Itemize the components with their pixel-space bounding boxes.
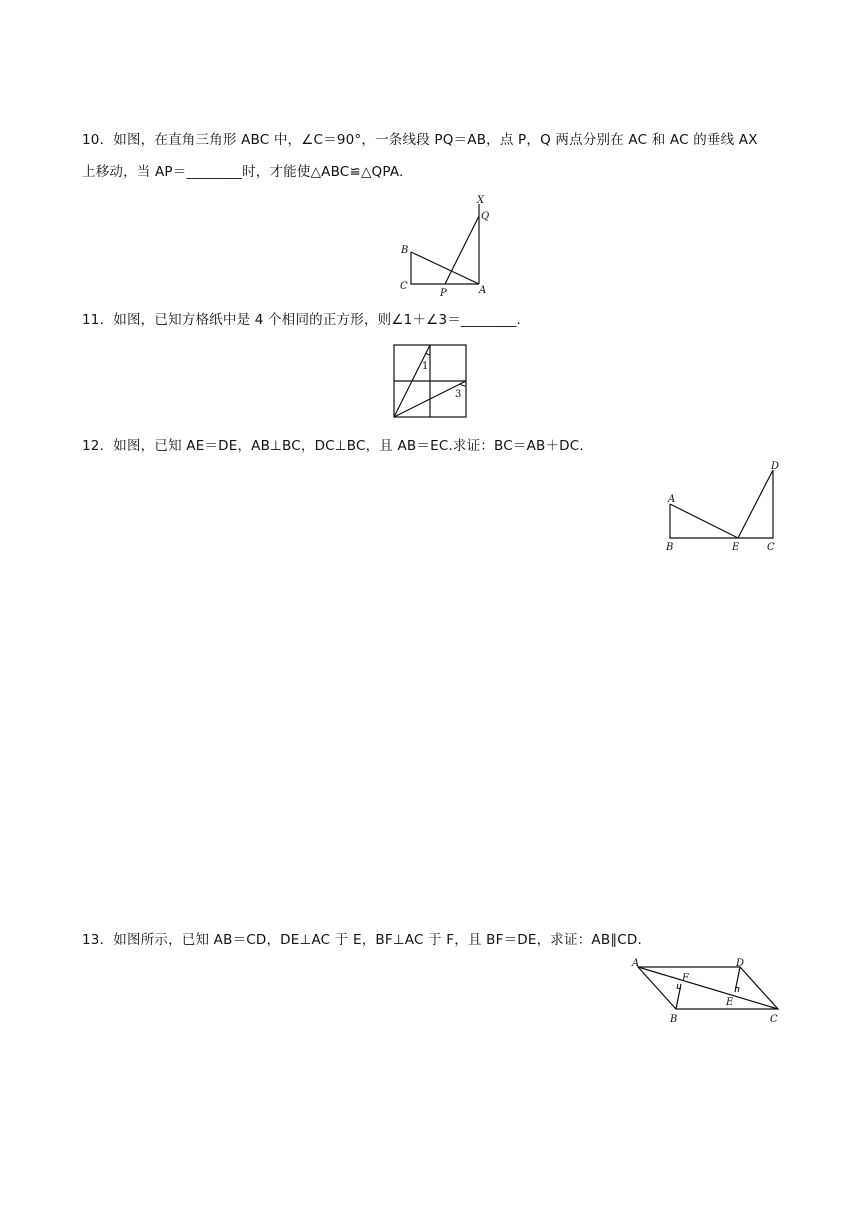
question-13 bbox=[82, 924, 782, 956]
angle-3-arc bbox=[460, 384, 466, 386]
label-angle-1: 1 bbox=[422, 361, 429, 372]
label-b: B bbox=[401, 245, 409, 256]
angle-1-arc bbox=[426, 353, 430, 355]
question-12-line-1: 12．如图，已知 AE＝DE，AB⊥BC，DC⊥BC，且 AB＝EC.求证：BC＝AB＋DC. bbox=[82, 438, 584, 454]
question-10-line-2: 上移动，当 AP＝________时，才能使△ABC≌△QPA. bbox=[82, 164, 404, 180]
label-c: C bbox=[770, 1014, 778, 1025]
question-11-figure bbox=[393, 344, 469, 420]
label-e: E bbox=[726, 997, 734, 1008]
label-d: D bbox=[736, 958, 745, 969]
segment-ed bbox=[738, 470, 773, 538]
label-p: P bbox=[440, 288, 447, 299]
question-11-line-1: 11．如图，已知方格纸中是 4 个相同的正方形，则∠1＋∠3＝________. bbox=[82, 312, 522, 328]
label-b: B bbox=[666, 542, 674, 553]
segment-ae bbox=[670, 504, 738, 538]
label-a: A bbox=[479, 285, 487, 296]
label-q: Q bbox=[481, 211, 490, 222]
label-c: C bbox=[400, 281, 408, 292]
label-d: D bbox=[771, 461, 780, 472]
label-a: A bbox=[668, 494, 676, 505]
label-x: X bbox=[477, 195, 485, 206]
question-13-line-1: 13．如图所示，已知 AB＝CD，DE⊥AC 于 E，BF⊥AC 于 F，且 BF＝DE，求证：AB∥CD. bbox=[82, 932, 642, 948]
label-f: F bbox=[682, 973, 689, 984]
figure-base-and-sides bbox=[670, 470, 773, 538]
label-a: A bbox=[632, 958, 640, 969]
question-10 bbox=[82, 124, 782, 188]
question-11 bbox=[82, 304, 782, 336]
label-c: C bbox=[767, 542, 775, 553]
question-10-line-1: 10．如图，在直角三角形 ABC 中，∠C＝90°，一条线段 PQ＝AB，点 P，Q 两点分别在 AC 和 AC 的垂线 AX bbox=[82, 132, 758, 148]
segment-ab bbox=[411, 252, 479, 284]
question-13-figure bbox=[630, 956, 786, 1026]
question-12-figure bbox=[664, 458, 784, 554]
label-b: B bbox=[670, 1014, 678, 1025]
diagonal-ac bbox=[638, 967, 778, 1009]
question-10-figure bbox=[395, 192, 495, 300]
label-angle-3: 3 bbox=[455, 389, 462, 400]
segment-pq bbox=[445, 216, 479, 284]
label-e: E bbox=[732, 542, 740, 553]
